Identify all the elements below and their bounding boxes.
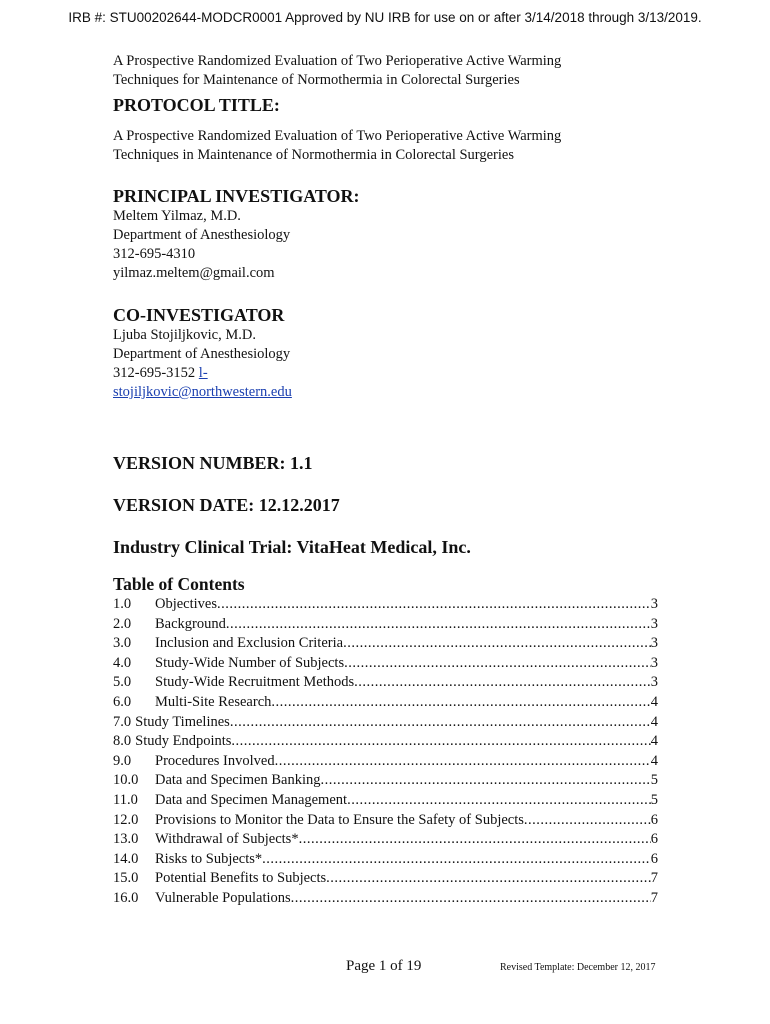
toc-entry[interactable] <box>113 634 658 654</box>
toc-entry-page: 3 <box>650 615 658 632</box>
toc-entry-title: Multi-Site Research <box>155 693 272 710</box>
toc-entry-page: 3 <box>650 635 658 652</box>
principal-investigator-heading: PRINCIPAL INVESTIGATOR: <box>113 186 360 206</box>
toc-dot-leader <box>326 869 651 889</box>
toc-dot-leader <box>321 771 651 791</box>
toc-entry[interactable] <box>113 771 658 791</box>
pi-phone: 312-695-4310 <box>113 246 196 262</box>
toc-entry[interactable] <box>113 713 658 733</box>
pi-name: Meltem Yilmaz, M.D. <box>113 208 241 224</box>
toc-dot-leader <box>343 634 651 654</box>
toc-entry-title: Objectives <box>155 596 218 612</box>
toc-entry[interactable] <box>113 654 658 674</box>
toc-entry-number: 9.0 <box>113 752 132 769</box>
pi-email: yilmaz.meltem@gmail.com <box>113 265 275 281</box>
toc-entry[interactable] <box>113 811 658 831</box>
toc-dot-leader <box>524 811 651 831</box>
toc-entry-title: Procedures Involved <box>155 752 275 769</box>
pi-department: Department of Anesthesiology <box>113 227 291 243</box>
toc-entry-page: 4 <box>650 693 658 710</box>
toc-entry-number: 10.0 <box>113 772 139 789</box>
toc-dot-leader <box>271 693 650 713</box>
toc-entry-page: 4 <box>650 733 658 750</box>
protocol-title-line-2: Techniques in Maintenance of Normothermia in Colorectal Surgeries <box>113 147 514 163</box>
toc-entry[interactable] <box>113 869 658 889</box>
coi-phone-line <box>113 364 658 383</box>
co-investigator-heading: CO-INVESTIGATOR <box>113 305 285 325</box>
toc-entry-title: Background <box>155 615 226 632</box>
page-number: Page 1 of 19 <box>346 958 422 974</box>
toc-entry-page: 6 <box>650 811 658 828</box>
toc-dot-leader <box>275 752 651 772</box>
toc-dot-leader <box>347 791 651 811</box>
industry-clinical-trial: Industry Clinical Trial: VitaHeat Medical, Inc. <box>113 537 471 557</box>
toc-dot-leader <box>291 889 651 909</box>
toc-entry-number: 13.0 <box>113 831 139 848</box>
toc-entry-number: 2.0 <box>113 615 132 632</box>
protocol-title-line-1: A Prospective Randomized Evaluation of Two Perioperative Active Warming <box>113 128 562 144</box>
toc-entry-title: Study-Wide Number of Subjects <box>155 654 345 671</box>
toc-entry-title: Data and Specimen Banking <box>155 772 321 789</box>
coi-name: Ljuba Stojiljkovic, M.D. <box>113 327 256 343</box>
toc-entry[interactable] <box>113 615 658 635</box>
toc-entry-number: 15.0 <box>113 870 139 887</box>
coi-department: Department of Anesthesiology <box>113 346 291 362</box>
toc-entry-page: 4 <box>650 713 658 730</box>
toc-entry-number: 1.0 <box>113 596 132 612</box>
toc-entry[interactable] <box>113 595 658 615</box>
toc-dot-leader <box>230 713 651 733</box>
toc-entry[interactable] <box>113 752 658 772</box>
toc-entry-page: 3 <box>650 674 658 691</box>
toc-entry-number: 7.0 <box>113 713 132 730</box>
toc-entry-number: 8.0 <box>113 733 132 750</box>
toc-entry[interactable] <box>113 791 658 811</box>
toc-entry[interactable] <box>113 830 658 850</box>
toc-dot-leader <box>262 850 651 870</box>
version-number: VERSION NUMBER: 1.1 <box>113 453 313 473</box>
irb-approval-header: IRB #: STU00202644-MODCR0001 Approved by NU IRB for use on or after 3/14/2018 through 3/13/2019. <box>68 10 702 25</box>
toc-entry-number: 11.0 <box>113 791 138 808</box>
intro-title-line-2: Techniques for Maintenance of Normothermia in Colorectal Surgeries <box>113 72 520 88</box>
toc-entry-page: 6 <box>650 850 658 867</box>
toc-entry-page: 7 <box>650 889 658 906</box>
toc-entry-title: Vulnerable Populations <box>155 889 291 906</box>
protocol-title-heading: PROTOCOL TITLE: <box>113 95 280 115</box>
toc-entry-title: Risks to Subjects* <box>155 850 263 867</box>
toc-entry-number: 6.0 <box>113 693 132 710</box>
toc-entry-page: 3 <box>650 596 658 612</box>
coi-email-link-part-1[interactable]: l- <box>198 365 208 381</box>
toc-entry-number: 12.0 <box>113 811 139 828</box>
toc-entry-page: 3 <box>650 654 658 671</box>
toc-entry-page: 6 <box>650 831 658 848</box>
toc-entry-title: Study-Wide Recruitment Methods <box>155 674 355 691</box>
toc-entry-title: Potential Benefits to Subjects <box>155 870 327 887</box>
toc-dot-leader <box>344 654 651 674</box>
toc-entry[interactable] <box>113 850 658 870</box>
version-date: VERSION DATE: 12.12.2017 <box>113 495 340 515</box>
toc-entry[interactable] <box>113 693 658 713</box>
toc-entry-page: 7 <box>650 870 658 887</box>
toc-entry-page: 4 <box>650 752 658 769</box>
toc-entry-title: Provisions to Monitor the Data to Ensure the Safety of Subjects <box>155 811 524 828</box>
table-of-contents <box>113 595 658 909</box>
table-of-contents-title: Table of Contents <box>113 574 245 594</box>
toc-entry[interactable] <box>113 889 658 909</box>
toc-entry-title: Study Timelines <box>135 713 230 730</box>
toc-dot-leader <box>231 732 650 752</box>
toc-dot-leader <box>226 615 651 635</box>
toc-dot-leader <box>354 673 651 693</box>
toc-dot-leader <box>217 595 651 615</box>
coi-email-link-part-2[interactable]: stojiljkovic@northwestern.edu <box>113 384 292 400</box>
revised-template-note: Revised Template: December 12, 2017 <box>500 962 656 973</box>
toc-entry-page: 5 <box>650 772 658 789</box>
coi-email-line <box>113 383 658 402</box>
toc-entry-number: 5.0 <box>113 674 132 691</box>
intro-title-line-1: A Prospective Randomized Evaluation of Two Perioperative Active Warming <box>113 53 562 69</box>
document-body <box>113 52 658 909</box>
toc-entry-page: 5 <box>650 791 658 808</box>
coi-phone: 312-695-3152 <box>113 365 196 381</box>
toc-entry-title: Data and Specimen Management <box>155 791 348 808</box>
toc-entry-number: 14.0 <box>113 850 139 867</box>
toc-entry[interactable] <box>113 673 658 693</box>
toc-entry[interactable] <box>113 732 658 752</box>
toc-entry-title: Inclusion and Exclusion Criteria <box>155 635 344 652</box>
toc-entry-title: Withdrawal of Subjects* <box>155 831 299 848</box>
toc-entry-number: 16.0 <box>113 889 139 906</box>
toc-entry-number: 3.0 <box>113 635 132 652</box>
toc-entry-title: Study Endpoints <box>135 733 232 750</box>
toc-entry-number: 4.0 <box>113 654 132 671</box>
toc-dot-leader <box>299 830 651 850</box>
